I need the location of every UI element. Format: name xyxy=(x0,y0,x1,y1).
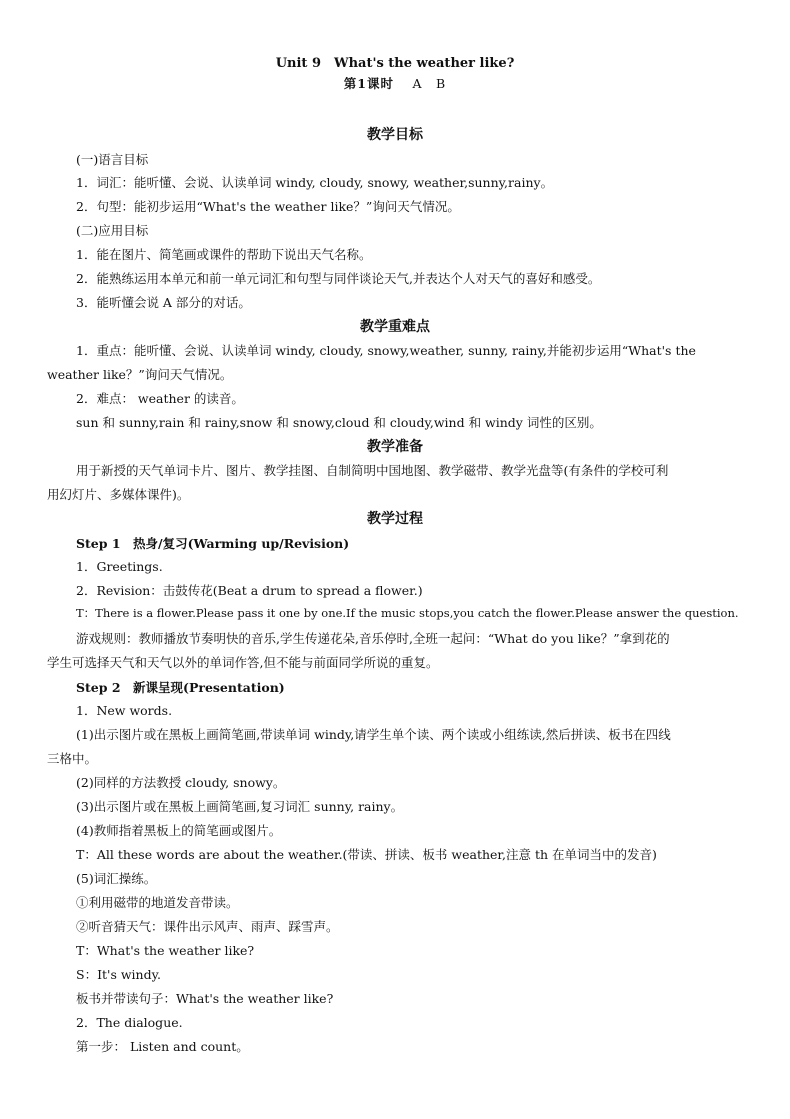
step-1-heading: Step 1 热身/复习(Warming up/Revision) xyxy=(76,536,350,551)
lesson-parts: A B xyxy=(412,76,447,91)
process-line: (1)出示图片或在黑板上画简笔画,带读单词 windy,请学生单个读、两个读或小组练读,然后拼读、板书在四线 xyxy=(76,727,671,742)
heading-preparation: 教学准备 xyxy=(367,439,423,455)
process-line: 2．Revision：击鼓传花(Beat a drum to spread a flower.) xyxy=(76,583,423,598)
key-line: 2．难点： weather 的读音。 xyxy=(76,391,244,406)
unit-title: Unit 9 What's the weather like? xyxy=(275,56,515,71)
heading-process: 教学过程 xyxy=(367,511,423,527)
process-line: 第一步： Listen and count。 xyxy=(76,1039,249,1054)
goal-line: (二)应用目标 xyxy=(76,223,149,238)
step-2-heading: Step 2 新课呈现(Presentation) xyxy=(76,680,285,695)
process-line: T：There is a flower.Please pass it one by one.If the music stops,you catch the flower.Please answer the question. xyxy=(76,606,739,620)
goal-line: (一)语言目标 xyxy=(76,152,149,167)
prep-line: 用于新授的天气单词卡片、图片、教学挂图、自制简明中国地图、教学磁带、教学光盘等(有条件的学校可利 xyxy=(76,463,669,478)
process-line: 1．New words. xyxy=(76,703,173,718)
key-line: 1．重点：能听懂、会说、认读单词 windy, cloudy, snowy,weather, sunny, rainy,并能初步运用“What's the xyxy=(76,343,696,358)
key-line: weather like？”询问天气情况。 xyxy=(47,367,233,382)
goal-line: 2．能熟练运用本单元和前一单元词汇和句型与同伴谈论天气,并表达个人对天气的喜好和感受。 xyxy=(76,271,601,286)
process-line: S：It's windy. xyxy=(76,967,161,982)
process-line: 1．Greetings. xyxy=(76,559,163,574)
process-line: 板书并带读句子：What's the weather like? xyxy=(76,991,334,1006)
process-line: 2．The dialogue. xyxy=(76,1015,183,1030)
key-line: sun 和 sunny,rain 和 rainy,snow 和 snowy,cloud 和 cloudy,wind 和 windy 词性的区别。 xyxy=(76,415,602,430)
process-line: T：All these words are about the weather.(带读、拼读、板书 weather,注意 th 在单词当中的发音) xyxy=(76,847,657,862)
process-line: ①利用磁带的地道发音带读。 xyxy=(76,895,239,910)
process-line: 学生可选择天气和天气以外的单词作答,但不能与前面同学所说的重复。 xyxy=(47,655,439,670)
process-line: (4)教师指着黑板上的简笔画或图片。 xyxy=(76,823,282,838)
process-line: (2)同样的方法教授 cloudy, snowy。 xyxy=(76,775,286,790)
goal-line: 3．能听懂会说 A 部分的对话。 xyxy=(76,295,251,310)
goal-line: 1．词汇：能听懂、会说、认读单词 windy, cloudy, snowy, weather,sunny,rainy。 xyxy=(76,175,554,190)
process-line: (5)词汇操练。 xyxy=(76,871,157,886)
prep-line: 用幻灯片、多媒体课件)。 xyxy=(47,487,190,502)
lesson-subtitle xyxy=(0,74,790,92)
goal-line: 2．句型：能初步运用“What's the weather like？”询问天气情况。 xyxy=(76,199,460,214)
process-line: (3)出示图片或在黑板上画简笔画,复习词汇 sunny, rainy。 xyxy=(76,799,404,814)
process-line: T：What's the weather like? xyxy=(76,943,255,958)
process-line: ②听音猜天气：课件出示风声、雨声、踩雪声。 xyxy=(76,919,339,934)
heading-key-points: 教学重难点 xyxy=(360,319,430,335)
process-line: 游戏规则：教师播放节奏明快的音乐,学生传递花朵,音乐停时,全班一起问：“What do you like？”拿到花的 xyxy=(76,631,670,646)
process-line: 三格中。 xyxy=(47,751,98,766)
heading-goals: 教学目标 xyxy=(367,127,423,143)
lesson-number: 第1课时 xyxy=(343,76,394,91)
goal-line: 1．能在图片、简笔画或课件的帮助下说出天气名称。 xyxy=(76,247,372,262)
